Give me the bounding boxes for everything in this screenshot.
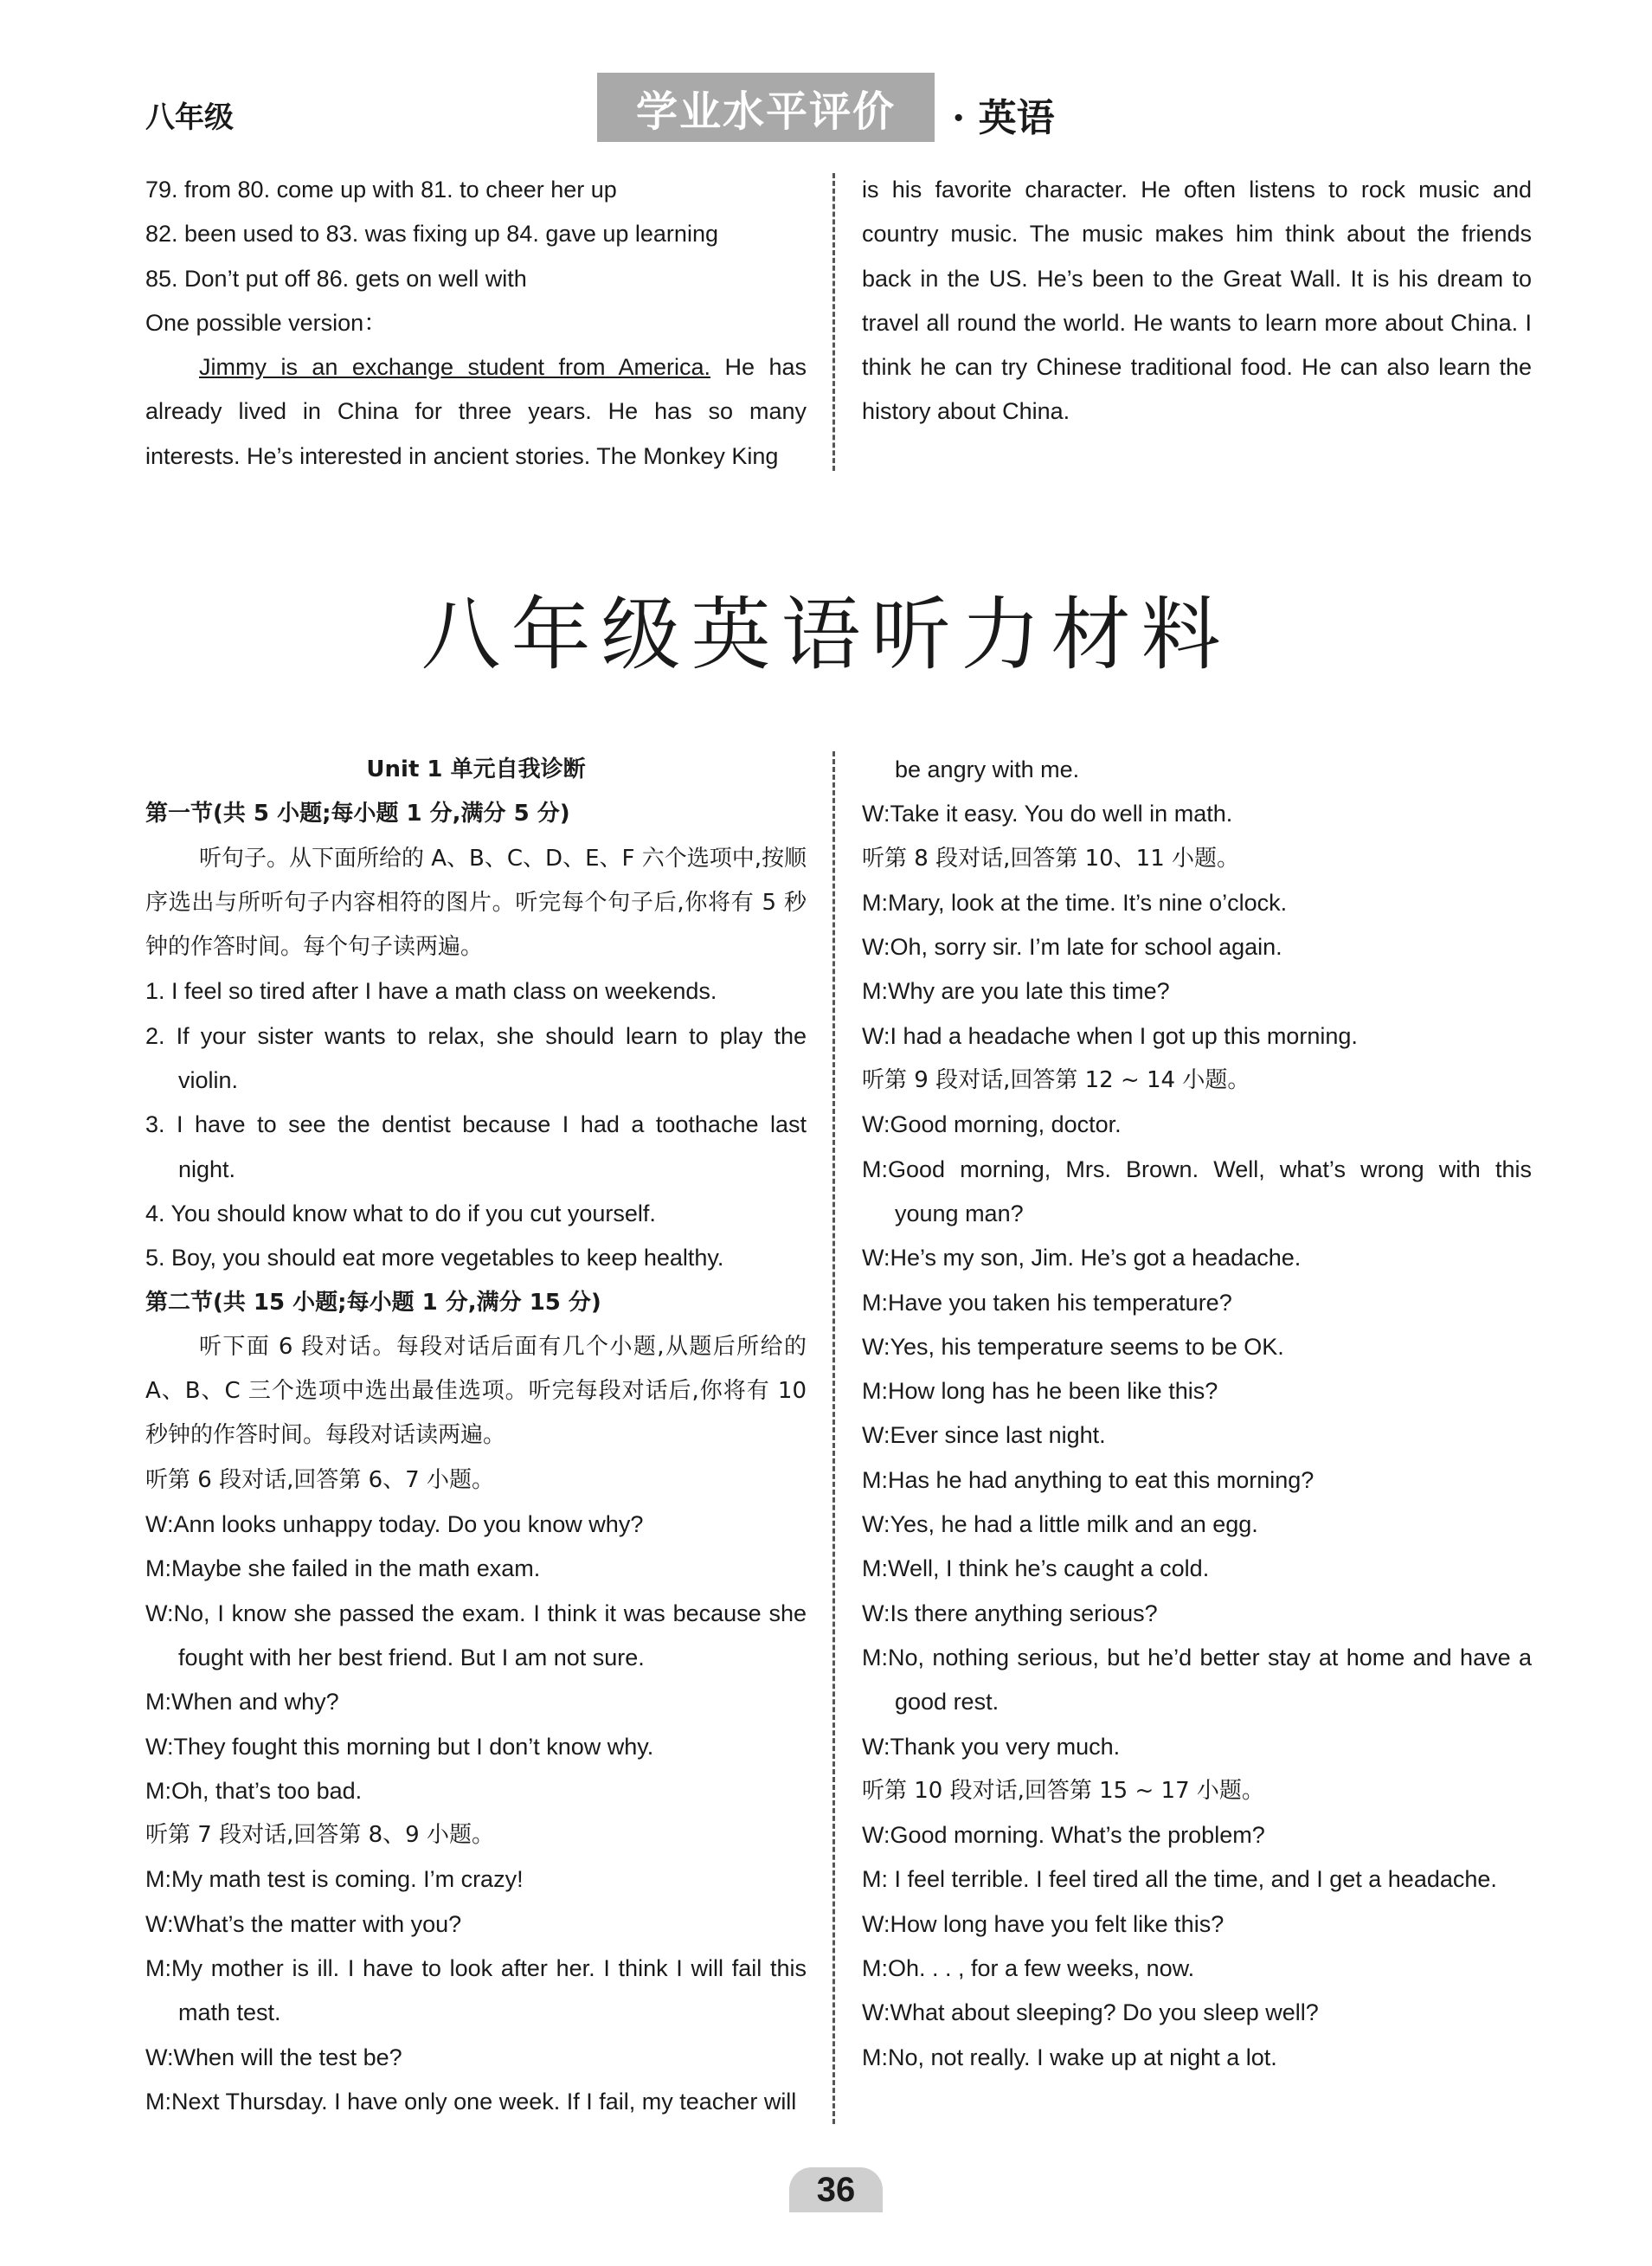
transcript-line: W:No, I know she passed the exam. I think it was because she fought with her best friend. But I am not sure. [145, 1600, 807, 1671]
page-number: 36 [789, 2167, 883, 2212]
transcript-line: 1. I feel so tired after I have a math class on weekends. [145, 978, 717, 1005]
transcript-line: M:No, nothing serious, but he’d better stay at home and have a good rest. [862, 1644, 1532, 1716]
transcript-line: M:Next Thursday. I have only one week. If I fail, my teacher will [145, 2088, 797, 2115]
transcript-line: M:How long has he been like this? [862, 1378, 1218, 1405]
series-banner: 学业水平评价 [597, 73, 935, 142]
transcript-line: 听第 6 段对话,回答第 6、7 小题。 [145, 1466, 494, 1493]
listening-right-column [862, 748, 1532, 2080]
transcript-line: W:Is there anything serious? [862, 1600, 1158, 1626]
transcript-line: W:What about sleeping? Do you sleep well? [862, 1999, 1319, 2026]
transcript-line: W:Yes, he had a little milk and an egg. [862, 1511, 1258, 1538]
answers-left-column [145, 168, 807, 479]
essay-first-sentence: Jimmy is an exchange student from America. [199, 354, 711, 381]
transcript-line: 听第 9 段对话,回答第 12 ~ 14 小题。 [862, 1067, 1250, 1094]
transcript-line: W:What’s the matter with you? [145, 1910, 462, 1937]
transcript-line: W:When will the test be? [145, 2044, 402, 2070]
transcript-line: M:Oh. . . , for a few weeks, now. [862, 1955, 1195, 1982]
transcript-line: W:Oh, sorry sir. I’m late for school again. [862, 934, 1282, 961]
transcript-line: M:My mother is ill. I have to look after her. I think I will fail this math test. [145, 1955, 807, 2026]
transcript-line: 听第 7 段对话,回答第 8、9 小题。 [145, 1822, 494, 1849]
transcript-line: W:They fought this morning but I don’t know why. [145, 1733, 654, 1760]
transcript-line: M:When and why? [145, 1689, 339, 1716]
column-divider-bottom [832, 751, 835, 2124]
transcript-line: 3. I have to see the dentist because I had a toothache last night. [145, 1111, 807, 1182]
transcript-line: 第二节(共 15 小题;每小题 1 分,满分 15 分) [145, 1289, 601, 1316]
transcript-line: M:Mary, look at the time. It’s nine o’clock. [862, 889, 1288, 916]
transcript-line: W:Good morning. What’s the problem? [862, 1822, 1265, 1849]
unit-title: Unit 1 单元自我诊断 [366, 756, 586, 782]
sample-essay [145, 345, 807, 479]
answer-line: 79. from 80. come up with 81. to cheer her up [145, 177, 617, 203]
page-title: 八年级英语听力材料 [421, 589, 1231, 681]
transcript-line: M:Has he had anything to eat this morning? [862, 1466, 1315, 1493]
answer-line: One possible version： [145, 309, 388, 336]
answers-right-column [862, 168, 1532, 435]
transcript-line: 听第 10 段对话,回答第 15 ~ 17 小题。 [862, 1777, 1264, 1804]
transcript-line: W:Yes, his temperature seems to be OK. [862, 1333, 1284, 1360]
transcript-line: M:Maybe she failed in the math exam. [145, 1555, 541, 1582]
transcript-line: M: I feel terrible. I feel tired all the time, and I get a headache. [862, 1866, 1497, 1893]
transcript-line: M:Well, I think he’s caught a cold. [862, 1555, 1210, 1582]
transcript-line: M:Oh, that’s too bad. [145, 1777, 363, 1804]
transcript-line: 听句子。从下面所给的 A、B、C、D、E、F 六个选项中,按顺序选出与所听句子内容相符的图片。听完每个句子后,你将有 5 秒钟的作答时间。每个句子读两遍。 [145, 845, 807, 961]
transcript-line: W:Take it easy. You do well in math. [862, 801, 1233, 827]
transcript-line: M:Have you taken his temperature? [862, 1289, 1232, 1316]
transcript-line: W:Good morning, doctor. [862, 1111, 1122, 1138]
transcript-line: 听第 8 段对话,回答第 10、11 小题。 [862, 845, 1240, 872]
transcript-line: be angry with me. [895, 756, 1080, 782]
transcript-line: M:Why are you late this time? [862, 978, 1170, 1005]
essay-body: He has already lived in China for three years. He has so many interests. He’s interested in ancient stories. The Monkey King [145, 354, 807, 469]
column-divider-top [832, 173, 835, 471]
transcript-line: 听下面 6 段对话。每段对话后面有几个小题,从题后所给的 A、B、C 三个选项中选出最佳选项。听完每段对话后,你将有 10 秒钟的作答时间。每段对话读两遍。 [145, 1333, 807, 1449]
transcript-line: W:I had a headache when I got up this morning. [862, 1022, 1358, 1049]
transcript-line: 第一节(共 5 小题;每小题 1 分,满分 5 分) [145, 801, 570, 827]
answer-line: 82. been used to 83. was fixing up 84. gave up learning [145, 221, 718, 248]
essay-continuation: is his favorite character. He often listens to rock music and country music. The music makes him think about the friends back in the US. He’s been to the Great Wall. It is his dream to travel all round the world. He wants to learn more about China. I think he can try Chinese traditional food. He can also learn the history about China. [862, 177, 1532, 425]
transcript-line: 5. Boy, you should eat more vegetables to keep healthy. [145, 1245, 724, 1271]
transcript-line: 4. You should know what to do if you cut yourself. [145, 1200, 656, 1226]
transcript-line: W:He’s my son, Jim. He’s got a headache. [862, 1245, 1302, 1271]
transcript-line: 2. If your sister wants to relax, she should learn to play the violin. [145, 1022, 807, 1094]
transcript-line: M:No, not really. I wake up at night a lot. [862, 2044, 1277, 2070]
listening-left-column [145, 748, 807, 2124]
transcript-line: W:Ever since last night. [862, 1422, 1106, 1449]
answer-line: 85. Don’t put off 86. gets on well with [145, 265, 527, 292]
transcript-line: M:My math test is coming. I’m crazy! [145, 1866, 524, 1893]
subject-label: · 英语 [952, 96, 1055, 140]
grade-label: 八年级 [145, 100, 234, 135]
transcript-line: M:Good morning, Mrs. Brown. Well, what’s wrong with this young man? [862, 1156, 1532, 1226]
transcript-line: W:Ann looks unhappy today. Do you know why? [145, 1511, 644, 1538]
transcript-line: W:Thank you very much. [862, 1733, 1121, 1760]
transcript-line: W:How long have you felt like this? [862, 1910, 1225, 1937]
